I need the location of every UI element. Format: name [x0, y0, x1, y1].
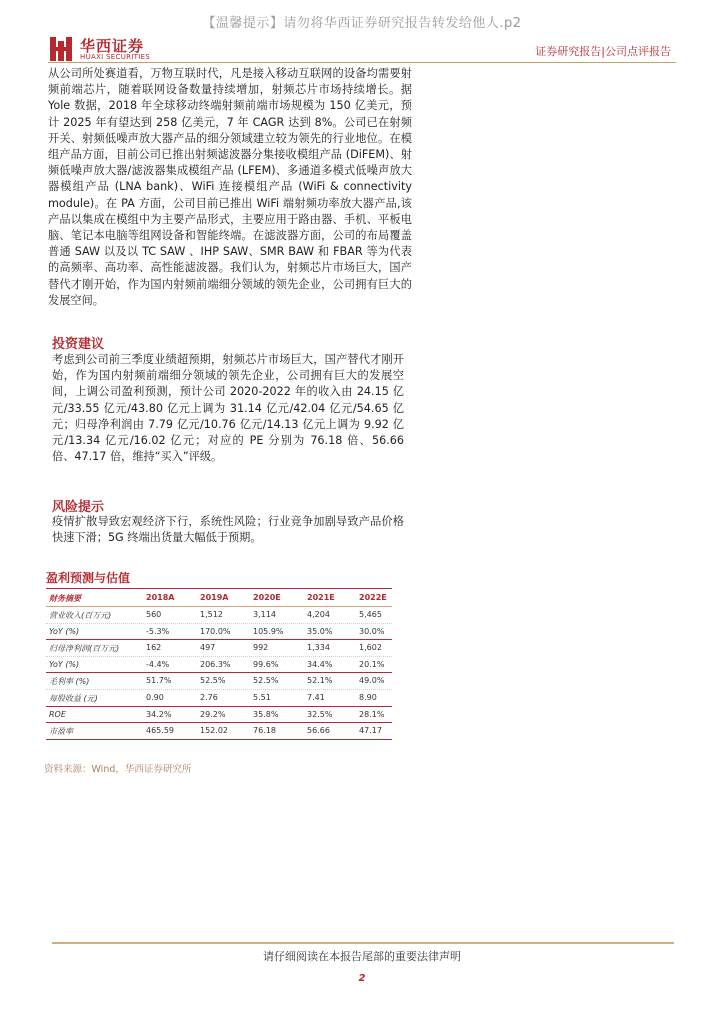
table-row	[46, 624, 392, 641]
table-cell: 归母净利润(百万元)	[49, 644, 120, 654]
report-type-label: 证券研究报告|公司点评报告	[535, 45, 671, 58]
table-cell: 7.41	[307, 692, 325, 702]
table-cell: 5.51	[253, 692, 271, 702]
legal-disclaimer-note: 请仔细阅读在本报告尾部的重要法律声明	[263, 950, 461, 963]
table-cell: YoY (%)	[49, 626, 80, 636]
table-cell: 毛利率 (%)	[49, 677, 90, 687]
table-cell: 52.5%	[200, 676, 226, 686]
table-header-cell: 2021E	[307, 593, 335, 602]
table-cell: 560	[146, 610, 162, 619]
section-title-risk-warning: 风险提示	[52, 500, 105, 515]
table-cell: 49.0%	[359, 676, 385, 686]
table-cell: 170.0%	[200, 626, 231, 636]
table-cell: 3,114	[253, 610, 276, 619]
table-header-row	[46, 588, 392, 607]
table-cell: 1,602	[359, 643, 382, 653]
table-cell: 2.76	[200, 692, 218, 702]
table-cell: 1,512	[200, 610, 223, 619]
section-title-investment-advice: 投资建议	[52, 337, 105, 352]
watermark-text: 【温馨提示】请勿将华西证券研究报告转发给他人.p2	[202, 16, 522, 31]
table-cell: 76.18	[253, 726, 276, 736]
table-cell: 47.17	[359, 726, 382, 736]
table-cell: 52.5%	[253, 676, 279, 686]
footer-divider	[52, 942, 674, 944]
table-cell: -4.4%	[146, 659, 170, 669]
table-cell: 每股收益 (元)	[49, 693, 98, 703]
table-cell: 8.90	[359, 692, 377, 702]
table-cell: -5.3%	[146, 626, 170, 636]
table-cell: 32.5%	[307, 709, 333, 719]
company-logo	[48, 33, 178, 65]
table-cell: 51.7%	[146, 676, 172, 686]
table-cell: 465.59	[146, 726, 174, 736]
table-cell: 52.1%	[307, 676, 333, 686]
table-cell: 162	[146, 643, 162, 653]
table-cell: 20.1%	[359, 659, 385, 669]
table-row	[46, 657, 392, 674]
table-header-cell: 2020E	[253, 593, 281, 602]
table-header-cell: 2018A	[146, 593, 175, 602]
table-cell: 30.0%	[359, 626, 385, 636]
table-cell: 34.2%	[146, 709, 172, 719]
table-cell: YoY (%)	[49, 659, 80, 669]
table-cell: 35.8%	[253, 709, 279, 719]
table-cell: 28.1%	[359, 709, 385, 719]
table-cell: 206.3%	[200, 659, 231, 669]
table-header-cell: 2019A	[200, 593, 229, 602]
table-cell: 992	[253, 643, 269, 653]
table-row	[46, 640, 392, 657]
table-row	[46, 707, 392, 724]
logo-english-name: HUAXI SECURITIES	[80, 53, 151, 61]
table-cell: 105.9%	[253, 626, 284, 636]
table-row	[46, 723, 392, 740]
huaxi-logo-icon	[48, 35, 74, 63]
table-header-cell: 2022E	[359, 593, 387, 602]
table-cell: 市盈率	[49, 727, 73, 737]
table-cell: 5,465	[359, 610, 382, 619]
table-row	[46, 607, 392, 624]
table-cell: 营业收入(百万元)	[49, 611, 112, 620]
table-row	[46, 673, 392, 690]
table-source-note: 资料来源：Wind，华西证券研究所	[44, 764, 192, 775]
table-cell: 35.0%	[307, 626, 333, 636]
table-row	[46, 690, 392, 707]
table-cell: 4,204	[307, 610, 330, 619]
table-cell: ROE	[49, 709, 66, 719]
paragraph-industry-analysis: 从公司所处赛道看，万物互联时代，凡是接入移动互联网的设备均需要射频前端芯片，随着联网设备数量持续增加，射频芯片市场持续增长。据 Yole 数据，2018 年全球移动终端射频前端市场规模为 150 亿美元，预计 2025 年有望达到 258 亿美元，7 年 CAGR 达到 8%。公司已在射频开关、射频低噪声放大器产品的细分领域建立较为领先的行业地位。在模组产品方面，目前公司已推出射频滤波器分集接收模组产品 (DiFEM)、射频低噪声放大器/滤波器集成模组产品 (LFEM)、多通道多模式低噪声放大器模组产品 (LNA bank)、WiFi 连接模组产品 (WiFi & connectivity module)。在 PA 方面，公司目前已推出 WiFi 端射频功率放大器产品,该产品以集成在模组中为主要产品形式，主要应用于路由器、手机、平板电脑、笔记本电脑等组网设备和智能终端。在滤波器方面，公司的布局覆盖普通 SAW 以及以 TC SAW 、IHP SAW、SMR BAW 和 FBAR 等为代表的高频率、高功率、高性能滤波器。我们认为，射频芯片市场巨大，国产替代才刚开始，作为国内射频前端细分领域的领先企业，公司拥有巨大的发展空间。	[48, 67, 412, 307]
table-cell: 29.2%	[200, 709, 226, 719]
table-cell: 56.66	[307, 726, 330, 736]
table-cell: 152.02	[200, 726, 228, 736]
table-header-cell: 财务摘要	[49, 594, 81, 603]
page-number: 2	[358, 973, 366, 984]
table-cell: 99.6%	[253, 659, 279, 669]
header-divider	[48, 62, 676, 63]
table-cell: 34.4%	[307, 659, 333, 669]
table-cell: 0.90	[146, 692, 164, 702]
logo-chinese-name: 华西证券	[80, 37, 145, 55]
financial-forecast-table	[46, 588, 392, 740]
table-cell: 1,334	[307, 643, 330, 653]
table-title: 盈利预测与估值	[46, 571, 131, 585]
paragraph-investment-advice: 考虑到公司前三季度业绩超预期，射频芯片市场巨大，国产替代才刚开始，作为国内射频前端细分领域的领先企业，公司拥有巨大的发展空间，上调公司盈利预测，预计公司 2020-2022 年的收入由 24.15 亿元/33.55 亿元/43.80 亿元上调为 31.14 亿元/42.04 亿元/54.65 亿元；归母净利润由 7.79 亿元/10.76 亿元/14.13 亿元上调为 9.92 亿元/13.34 亿元/16.02 亿元；对应的 PE 分别为 76.18 倍、56.66 倍、47.17 倍，维持“买入”评级。	[52, 353, 404, 464]
paragraph-risk-warning: 疫情扩散导致宏观经济下行，系统性风险；行业竞争加剧导致产品价格快速下滑；5G 终端出货量大幅低于预期。	[52, 515, 404, 545]
table-cell: 497	[200, 643, 216, 653]
